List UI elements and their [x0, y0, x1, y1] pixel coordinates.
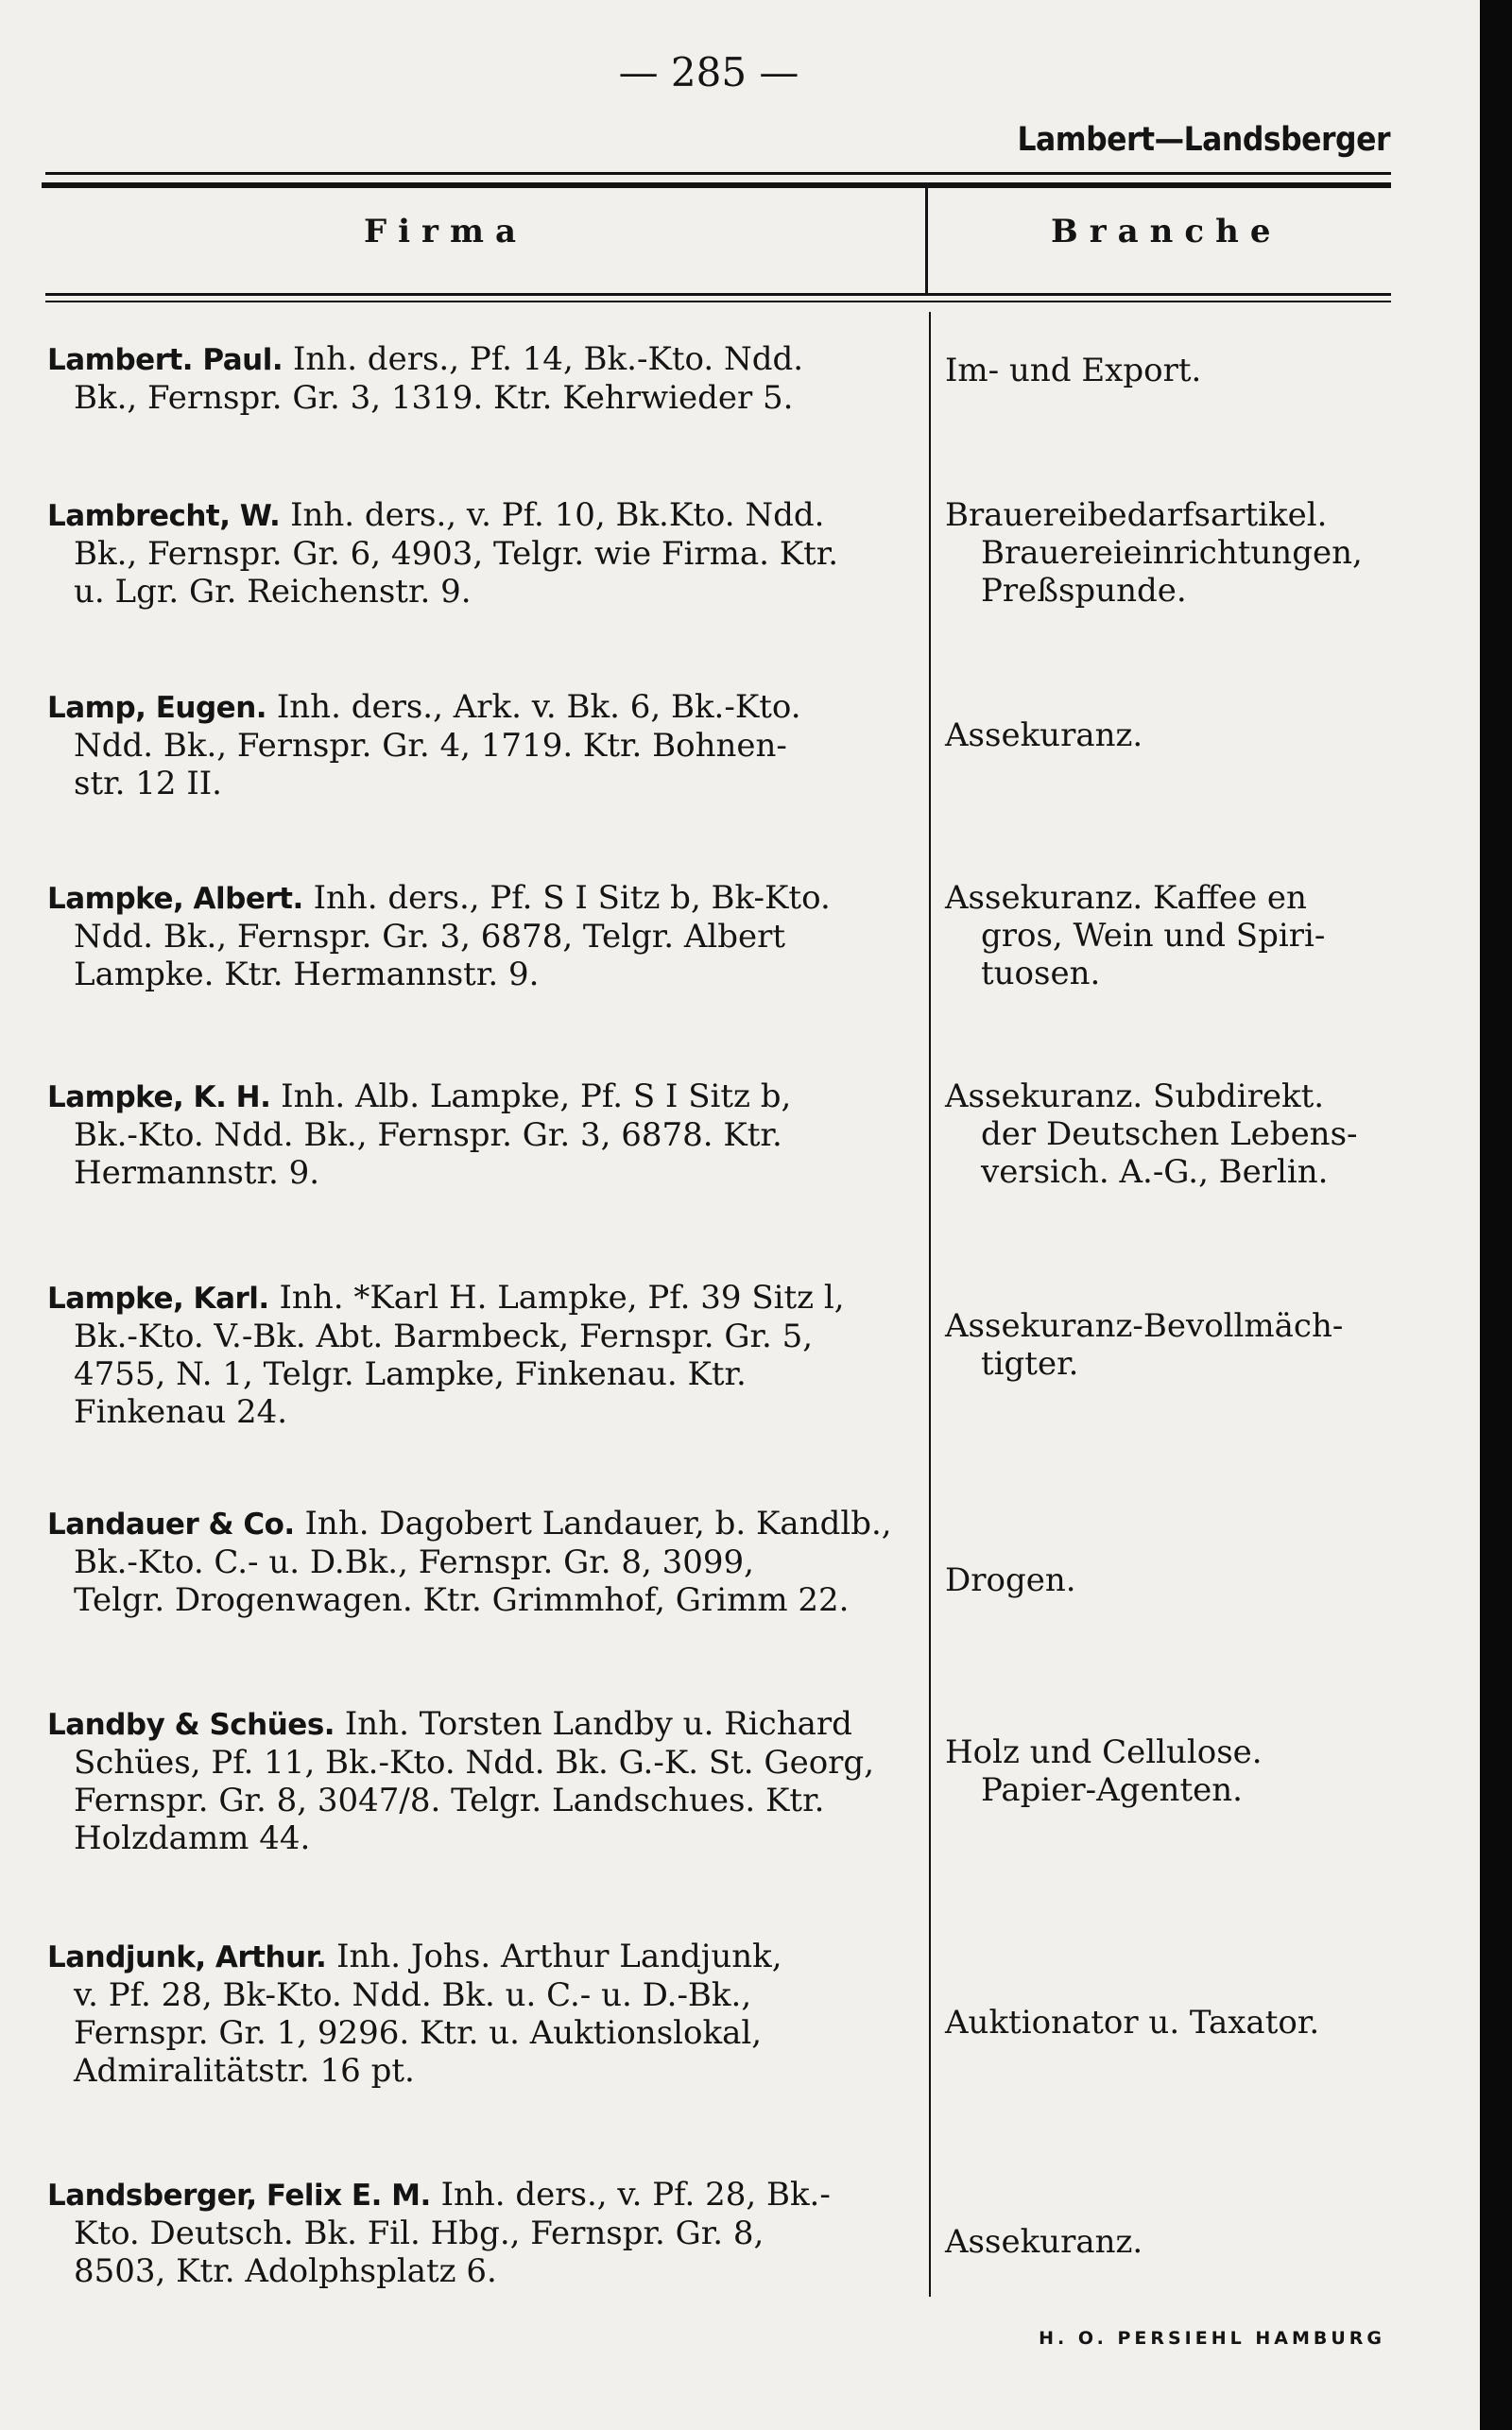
directory-entry: [47, 879, 921, 993]
entry-text-line: Fernspr. Gr. 1, 9296. Ktr. u. Auktionslokal,: [74, 2014, 763, 2052]
page-number: — 285 —: [618, 49, 799, 95]
branche-cell: [945, 1561, 1408, 1599]
entry-text-line: 4755, N. 1, Telgr. Lampke, Finkenau. Ktr.: [74, 1355, 747, 1393]
entry-text-line: str. 12 II.: [74, 765, 222, 802]
entry-text-line: 8503, Ktr. Adolphsplatz 6.: [74, 2252, 497, 2290]
branche-cell: [945, 352, 1408, 389]
firm-name: Lampke, Albert.: [47, 882, 303, 916]
entry-text-line: Hermannstr. 9.: [74, 1154, 320, 1192]
branche-line: Papier-Agenten.: [981, 1771, 1243, 1809]
branche-line: gros, Wein und Spiri-: [981, 917, 1326, 955]
branche-cell: [945, 2004, 1408, 2042]
scan-edge: [1480, 0, 1512, 2430]
entry-text-line: Bk.-Kto. Ndd. Bk., Fernspr. Gr. 3, 6878. Ktr.: [74, 1116, 782, 1154]
entry-text: Inh. ders., v. Pf. 28, Bk.-: [430, 2176, 831, 2214]
firm-name: Landjunk, Arthur.: [47, 1940, 327, 1974]
firm-name: Lambrecht, W.: [47, 499, 281, 533]
entry-text-line: Kto. Deutsch. Bk. Fil. Hbg., Fernspr. Gr. 8,: [74, 2215, 765, 2252]
entry-text-line: Bk., Fernspr. Gr. 3, 1319. Ktr. Kehrwieder 5.: [74, 379, 794, 417]
column-header-firma: Firma: [364, 213, 527, 250]
entry-text-line: Bk.-Kto. V.-Bk. Abt. Barmbeck, Fernspr. Gr. 5,: [74, 1318, 814, 1355]
branche-line: Assekuranz.: [945, 2223, 1143, 2261]
branche-line: Im- und Export.: [945, 352, 1202, 389]
entry-text-line: v. Pf. 28, Bk-Kto. Ndd. Bk. u. C.- u. D.-Bk.,: [74, 1976, 752, 2014]
branche-line: Assekuranz.: [945, 716, 1143, 754]
branche-line: Brauereibedarfsartikel.: [945, 496, 1328, 534]
top-rule-thick: [42, 182, 1391, 188]
firm-name: Lambert. Paul.: [47, 343, 284, 377]
entry-text: Inh. ders., v. Pf. 10, Bk.Kto. Ndd.: [280, 496, 825, 534]
branche-line: Auktionator u. Taxator.: [945, 2004, 1320, 2042]
branche-cell: [945, 496, 1408, 610]
branche-cell: [945, 879, 1408, 992]
firm-name: Landsberger, Felix E. M.: [47, 2179, 431, 2213]
directory-entry: [47, 340, 921, 417]
directory-entry: [47, 496, 921, 611]
entry-text-line: Telgr. Drogenwagen. Ktr. Grimmhof, Grimm 22.: [74, 1581, 850, 1619]
branche-line: Preßspunde.: [981, 572, 1187, 610]
entry-text-line: Fernspr. Gr. 8, 3047/8. Telgr. Landschues. Ktr.: [74, 1782, 825, 1819]
top-rule-thin: [45, 172, 1391, 175]
entry-text-line: u. Lgr. Gr. Reichenstr. 9.: [74, 573, 472, 611]
entry-text: Inh. *Karl H. Lampke, Pf. 39 Sitz l,: [268, 1279, 845, 1317]
entry-text: Inh. ders., Pf. S I Sitz b, Bk-Kto.: [302, 879, 831, 917]
entry-text-line: Schües, Pf. 11, Bk.-Kto. Ndd. Bk. G.-K. St. Georg,: [74, 1744, 874, 1782]
entry-text: Inh. Johs. Arthur Landjunk,: [326, 1938, 782, 1975]
entry-text-line: Ndd. Bk., Fernspr. Gr. 4, 1719. Ktr. Bohnen-: [74, 727, 787, 765]
branche-line: Assekuranz-Bevollmäch-: [945, 1307, 1344, 1345]
directory-entry: [47, 2176, 921, 2290]
branche-line: Holz und Cellulose.: [945, 1733, 1263, 1771]
branche-line: Drogen.: [945, 1561, 1076, 1599]
entry-text-line: Holzdamm 44.: [74, 1819, 311, 1857]
entry-text: Inh. Torsten Landby u. Richard: [335, 1705, 852, 1743]
running-head: Lambert—Landsberger: [1017, 121, 1390, 159]
branche-cell: [945, 1307, 1408, 1383]
entry-text: Inh. ders., Pf. 14, Bk.-Kto. Ndd.: [283, 340, 804, 378]
directory-entry: [47, 1938, 921, 2090]
branche-cell: [945, 716, 1408, 754]
column-divider: [929, 312, 931, 2297]
firm-name: Landby & Schües.: [47, 1708, 335, 1742]
directory-entry: [47, 1505, 921, 1619]
entry-text-line: Finkenau 24.: [74, 1393, 288, 1431]
entry-text-line: Bk.-Kto. C.- u. D.Bk., Fernspr. Gr. 8, 3099,: [74, 1543, 754, 1581]
entry-text-line: Lampke. Ktr. Hermannstr. 9.: [74, 956, 540, 993]
branche-line: Brauereieinrichtungen,: [981, 534, 1363, 572]
firm-name: Landauer & Co.: [47, 1508, 295, 1542]
entry-text-line: Bk., Fernspr. Gr. 6, 4903, Telgr. wie Firma. Ktr.: [74, 535, 839, 573]
branche-cell: [945, 1733, 1408, 1809]
branche-cell: [945, 1077, 1408, 1191]
header-divider: [925, 182, 928, 293]
entry-text: Inh. ders., Ark. v. Bk. 6, Bk.-Kto.: [266, 688, 801, 726]
entry-text: Inh. Dagobert Landauer, b. Kandlb.,: [294, 1505, 892, 1542]
entry-text-line: Ndd. Bk., Fernspr. Gr. 3, 6878, Telgr. Albert: [74, 918, 786, 956]
header-rule-2: [45, 301, 1391, 302]
directory-entry: [47, 1077, 921, 1192]
directory-entry: [47, 688, 921, 802]
branche-line: versich. A.-G., Berlin.: [981, 1153, 1329, 1191]
branche-line: tigter.: [981, 1345, 1079, 1383]
directory-entry: [47, 1705, 921, 1857]
firm-name: Lampke, Karl.: [47, 1282, 269, 1316]
branche-line: Assekuranz. Subdirekt.: [945, 1077, 1325, 1115]
branche-line: der Deutschen Lebens-: [981, 1115, 1358, 1153]
directory-entry: [47, 1279, 921, 1431]
firm-name: Lampke, K. H.: [47, 1080, 271, 1114]
entry-text-line: Admiralitätstr. 16 pt.: [74, 2052, 415, 2090]
firm-name: Lamp, Eugen.: [47, 691, 267, 725]
branche-line: Assekuranz. Kaffee en: [945, 879, 1307, 917]
branche-line: tuosen.: [981, 955, 1101, 992]
printer-imprint: H. O. PERSIEHL HAMBURG: [1039, 2328, 1385, 2349]
column-header-branche: Branche: [1051, 213, 1282, 250]
header-rule-1: [45, 293, 1391, 296]
entry-text: Inh. Alb. Lampke, Pf. S I Sitz b,: [270, 1077, 792, 1115]
branche-cell: [945, 2223, 1408, 2261]
